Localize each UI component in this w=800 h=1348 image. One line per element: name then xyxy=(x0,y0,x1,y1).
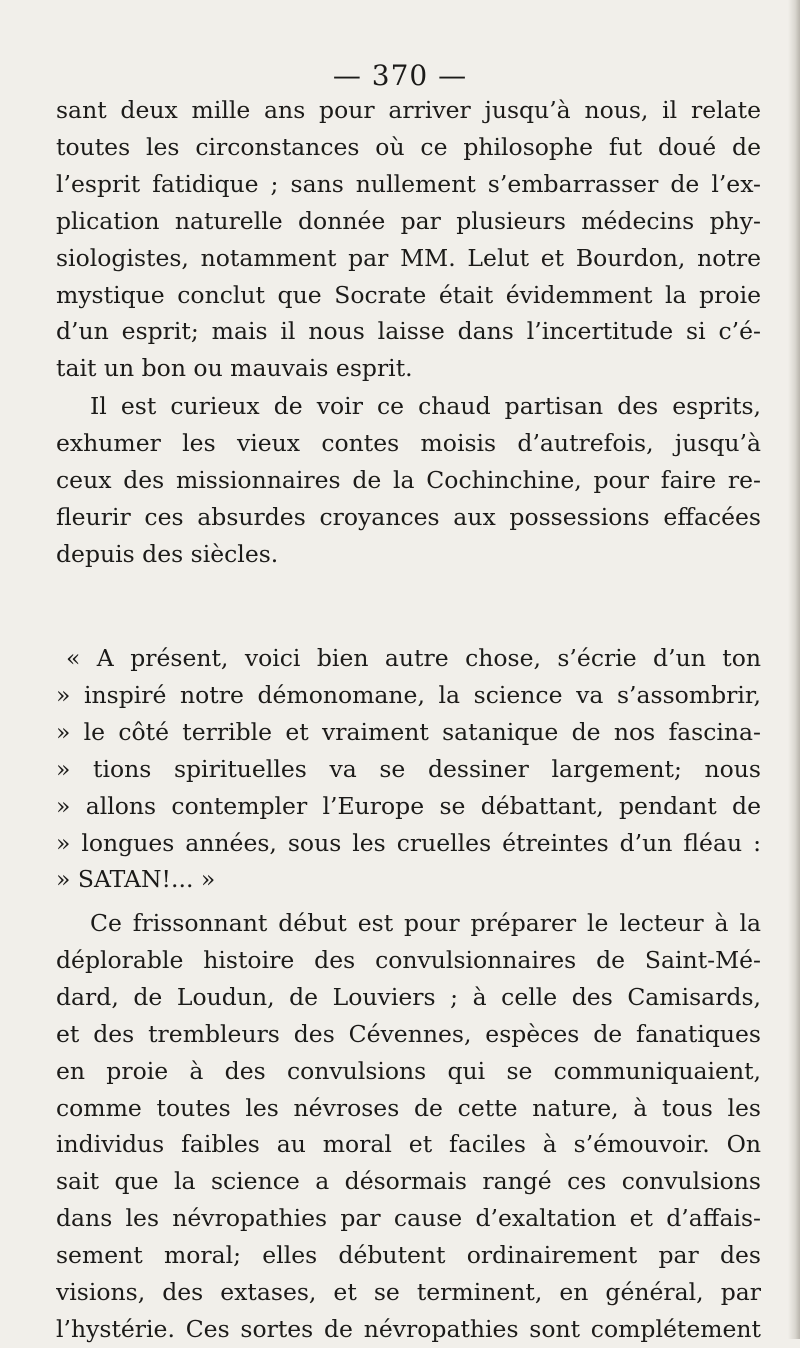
paragraph-2 xyxy=(56,388,761,573)
text-line: fleurir ces absurdes croyances aux possessions effacées xyxy=(56,502,761,531)
text-line: déplorable histoire des convulsionnaires de Saint-Mé- xyxy=(56,945,761,974)
text-line: exhumer les vieux contes moisis d’autrefois, jusqu’à xyxy=(56,428,761,457)
text-line: » le côté terrible et vraiment satanique de nos fascina- xyxy=(56,717,761,746)
text-line: dans les névropathies par cause d’exaltation et d’affais- xyxy=(56,1204,761,1233)
text-line: visions, des extases, et se terminent, en général, par xyxy=(56,1278,761,1307)
text-line: Il est curieux de voir ce chaud partisan des esprits, xyxy=(90,392,761,420)
paragraph-4 xyxy=(56,905,761,1348)
text-line: mystique conclut que Socrate était évidemment la proie xyxy=(56,280,761,309)
page-number: — 370 — xyxy=(332,59,468,92)
text-line: comme toutes les névroses de cette nature, à tous les xyxy=(56,1093,761,1122)
paragraph-1 xyxy=(56,92,761,387)
text-line: depuis des siècles. xyxy=(56,539,279,568)
text-line: l’hystérie. Ces sortes de névropathies sont complétement xyxy=(56,1314,761,1343)
text-line: Ce frissonnant début est pour préparer le lecteur à la xyxy=(90,909,761,937)
text-line: l’esprit fatidique ; sans nullement s’embarrasser de l’ex- xyxy=(56,169,761,198)
text-line: plication naturelle donnée par plusieurs médecins phy- xyxy=(56,206,761,235)
text-line: sant deux mille ans pour arriver jusqu’à nous, il relate xyxy=(56,96,761,124)
text-line: en proie à des convulsions qui se communiquaient, xyxy=(56,1056,761,1085)
text-line: » allons contempler l’Europe se débattant, pendant de xyxy=(56,791,761,820)
page-edge-shadow xyxy=(788,0,800,1339)
quotation-paragraph xyxy=(56,640,761,898)
text-line: individus faibles au moral et faciles à s’émouvoir. On xyxy=(56,1130,761,1159)
text-line: d’un esprit; mais il nous laisse dans l’incertitude si c’é- xyxy=(56,317,761,346)
text-line: siologistes, notamment par MM. Lelut et Bourdon, notre xyxy=(56,243,761,272)
text-line: et des trembleurs des Cévennes, espèces de fanatiques xyxy=(56,1019,761,1048)
text-line: ceux des missionnaires de la Cochinchine, pour faire re- xyxy=(56,465,761,494)
text-line: sait que la science a désormais rangé ces convulsions xyxy=(56,1167,761,1196)
text-line: sement moral; elles débutent ordinairement par des xyxy=(56,1241,761,1270)
text-line: « A présent, voici bien autre chose, s’écrie d’un ton xyxy=(66,644,761,672)
text-line: toutes les circonstances où ce philosophe fut doué de xyxy=(56,132,761,161)
text-line: tait un bon ou mauvais esprit. xyxy=(56,354,413,383)
text-line: » longues années, sous les cruelles étreintes d’un fléau : xyxy=(56,828,761,857)
text-line: » SATAN!... » xyxy=(56,865,216,894)
text-line: » tions spirituelles va se dessiner largement; nous xyxy=(56,754,761,783)
text-line: » inspiré notre démonomane, la science va s’assombrir, xyxy=(56,680,761,709)
text-line: dard, de Loudun, de Louviers ; à celle des Camisards, xyxy=(56,982,761,1011)
